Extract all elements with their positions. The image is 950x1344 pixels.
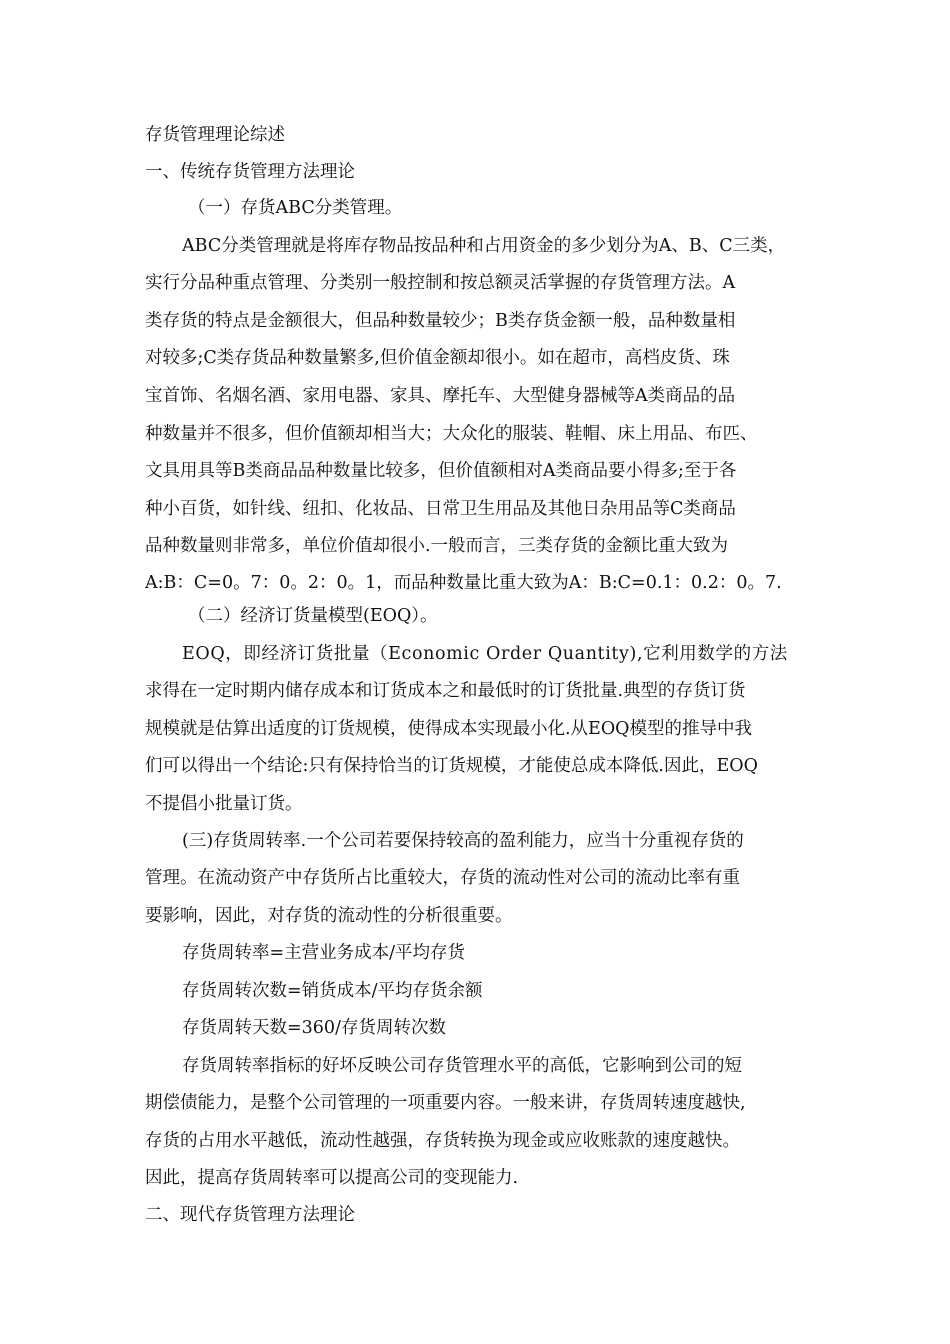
document-title: 存货管理理论综述 [145, 125, 285, 145]
section-heading: 二、现代存货管理方法理论 [145, 1205, 355, 1225]
formula-line: 存货周转次数=销货成本/平均存货余额 [182, 981, 483, 1001]
paragraph-line: 类存货的特点是金额很大，但品种数量较少；B类存货金额一般，品种数量相 [145, 311, 736, 331]
paragraph-line: 要影响，因此，对存货的流动性的分析很重要。 [145, 906, 513, 926]
paragraph-line: 因此，提高存货周转率可以提高公司的变现能力. [145, 1168, 519, 1188]
paragraph-line: 不提倡小批量订货。 [145, 794, 303, 814]
paragraph-line: 们可以得出一个结论:只有保持恰当的订货规模，才能使总成本降低.因此，EOQ [145, 756, 758, 776]
paragraph-line: 种小百货，如针线、纽扣、化妆品、日常卫生用品及其他日杂用品等C类商品 [145, 499, 736, 519]
section-heading: 一、传统存货管理方法理论 [145, 162, 355, 182]
paragraph-line: 管理。在流动资产中存货所占比重较大，存货的流动性对公司的流动比率有重 [145, 868, 740, 888]
paragraph-line: 期偿债能力，是整个公司管理的一项重要内容。一般来讲，存货周转速度越快, [145, 1093, 746, 1113]
paragraph-line: 品种数量则非常多，单位价值却很小.一般而言，三类存货的金额比重大致为 [145, 536, 729, 556]
paragraph-line: 存货的占用水平越低，流动性越强，存货转换为现金或应收账款的速度越快。 [145, 1131, 740, 1151]
paragraph-line: 规模就是估算出适度的订货规模，使得成本实现最小化.从EOQ模型的推导中我 [145, 719, 753, 739]
formula-line: 存货周转率=主营业务成本/平均存货 [182, 943, 466, 963]
paragraph-line: 对较多;C类存货品种数量繁多,但价值金额却很小。如在超市，高档皮货、珠 [145, 348, 730, 368]
paragraph-line: 求得在一定时期内储存成本和订货成本之和最低时的订货批量.典型的存货订货 [145, 681, 746, 701]
paragraph-line: 存货周转率指标的好坏反映公司存货管理水平的高低，它影响到公司的短 [182, 1056, 742, 1076]
paragraph-line: ABC分类管理就是将库存物品按品种和占用资金的多少划分为A、B、C三类， [182, 236, 786, 256]
paragraph-line: EOQ，即经济订货批量（Economic Order Quantity),它利用数学的方法 [182, 644, 788, 664]
paragraph-line: 文具用具等B类商品品种数量比较多，但价值额相对A类商品要小得多;至于各 [145, 461, 737, 481]
subsection-heading: （一）存货ABC分类管理。 [188, 198, 403, 218]
paragraph-line: A:B：C=0。7：0。2：0。1，而品种数量比重大致为A：B:C=0.1：0.2：0。7. [145, 573, 782, 593]
formula-line: 存货周转天数=360/存货周转次数 [182, 1018, 446, 1038]
paragraph-line: 种数量并不很多，但价值额却相当大；大众化的服装、鞋帽、床上用品、布匹、 [145, 424, 758, 444]
paragraph-line: (三)存货周转率.一个公司若要保持较高的盈利能力，应当十分重视存货的 [182, 831, 744, 851]
paragraph-line: 实行分品种重点管理、分类别一般控制和按总额灵活掌握的存货管理方法。A [145, 273, 736, 293]
paragraph-line: 宝首饰、名烟名酒、家用电器、家具、摩托车、大型健身器械等A类商品的品 [145, 386, 736, 406]
subsection-heading: （二）经济订货量模型(EOQ）。 [188, 606, 438, 626]
